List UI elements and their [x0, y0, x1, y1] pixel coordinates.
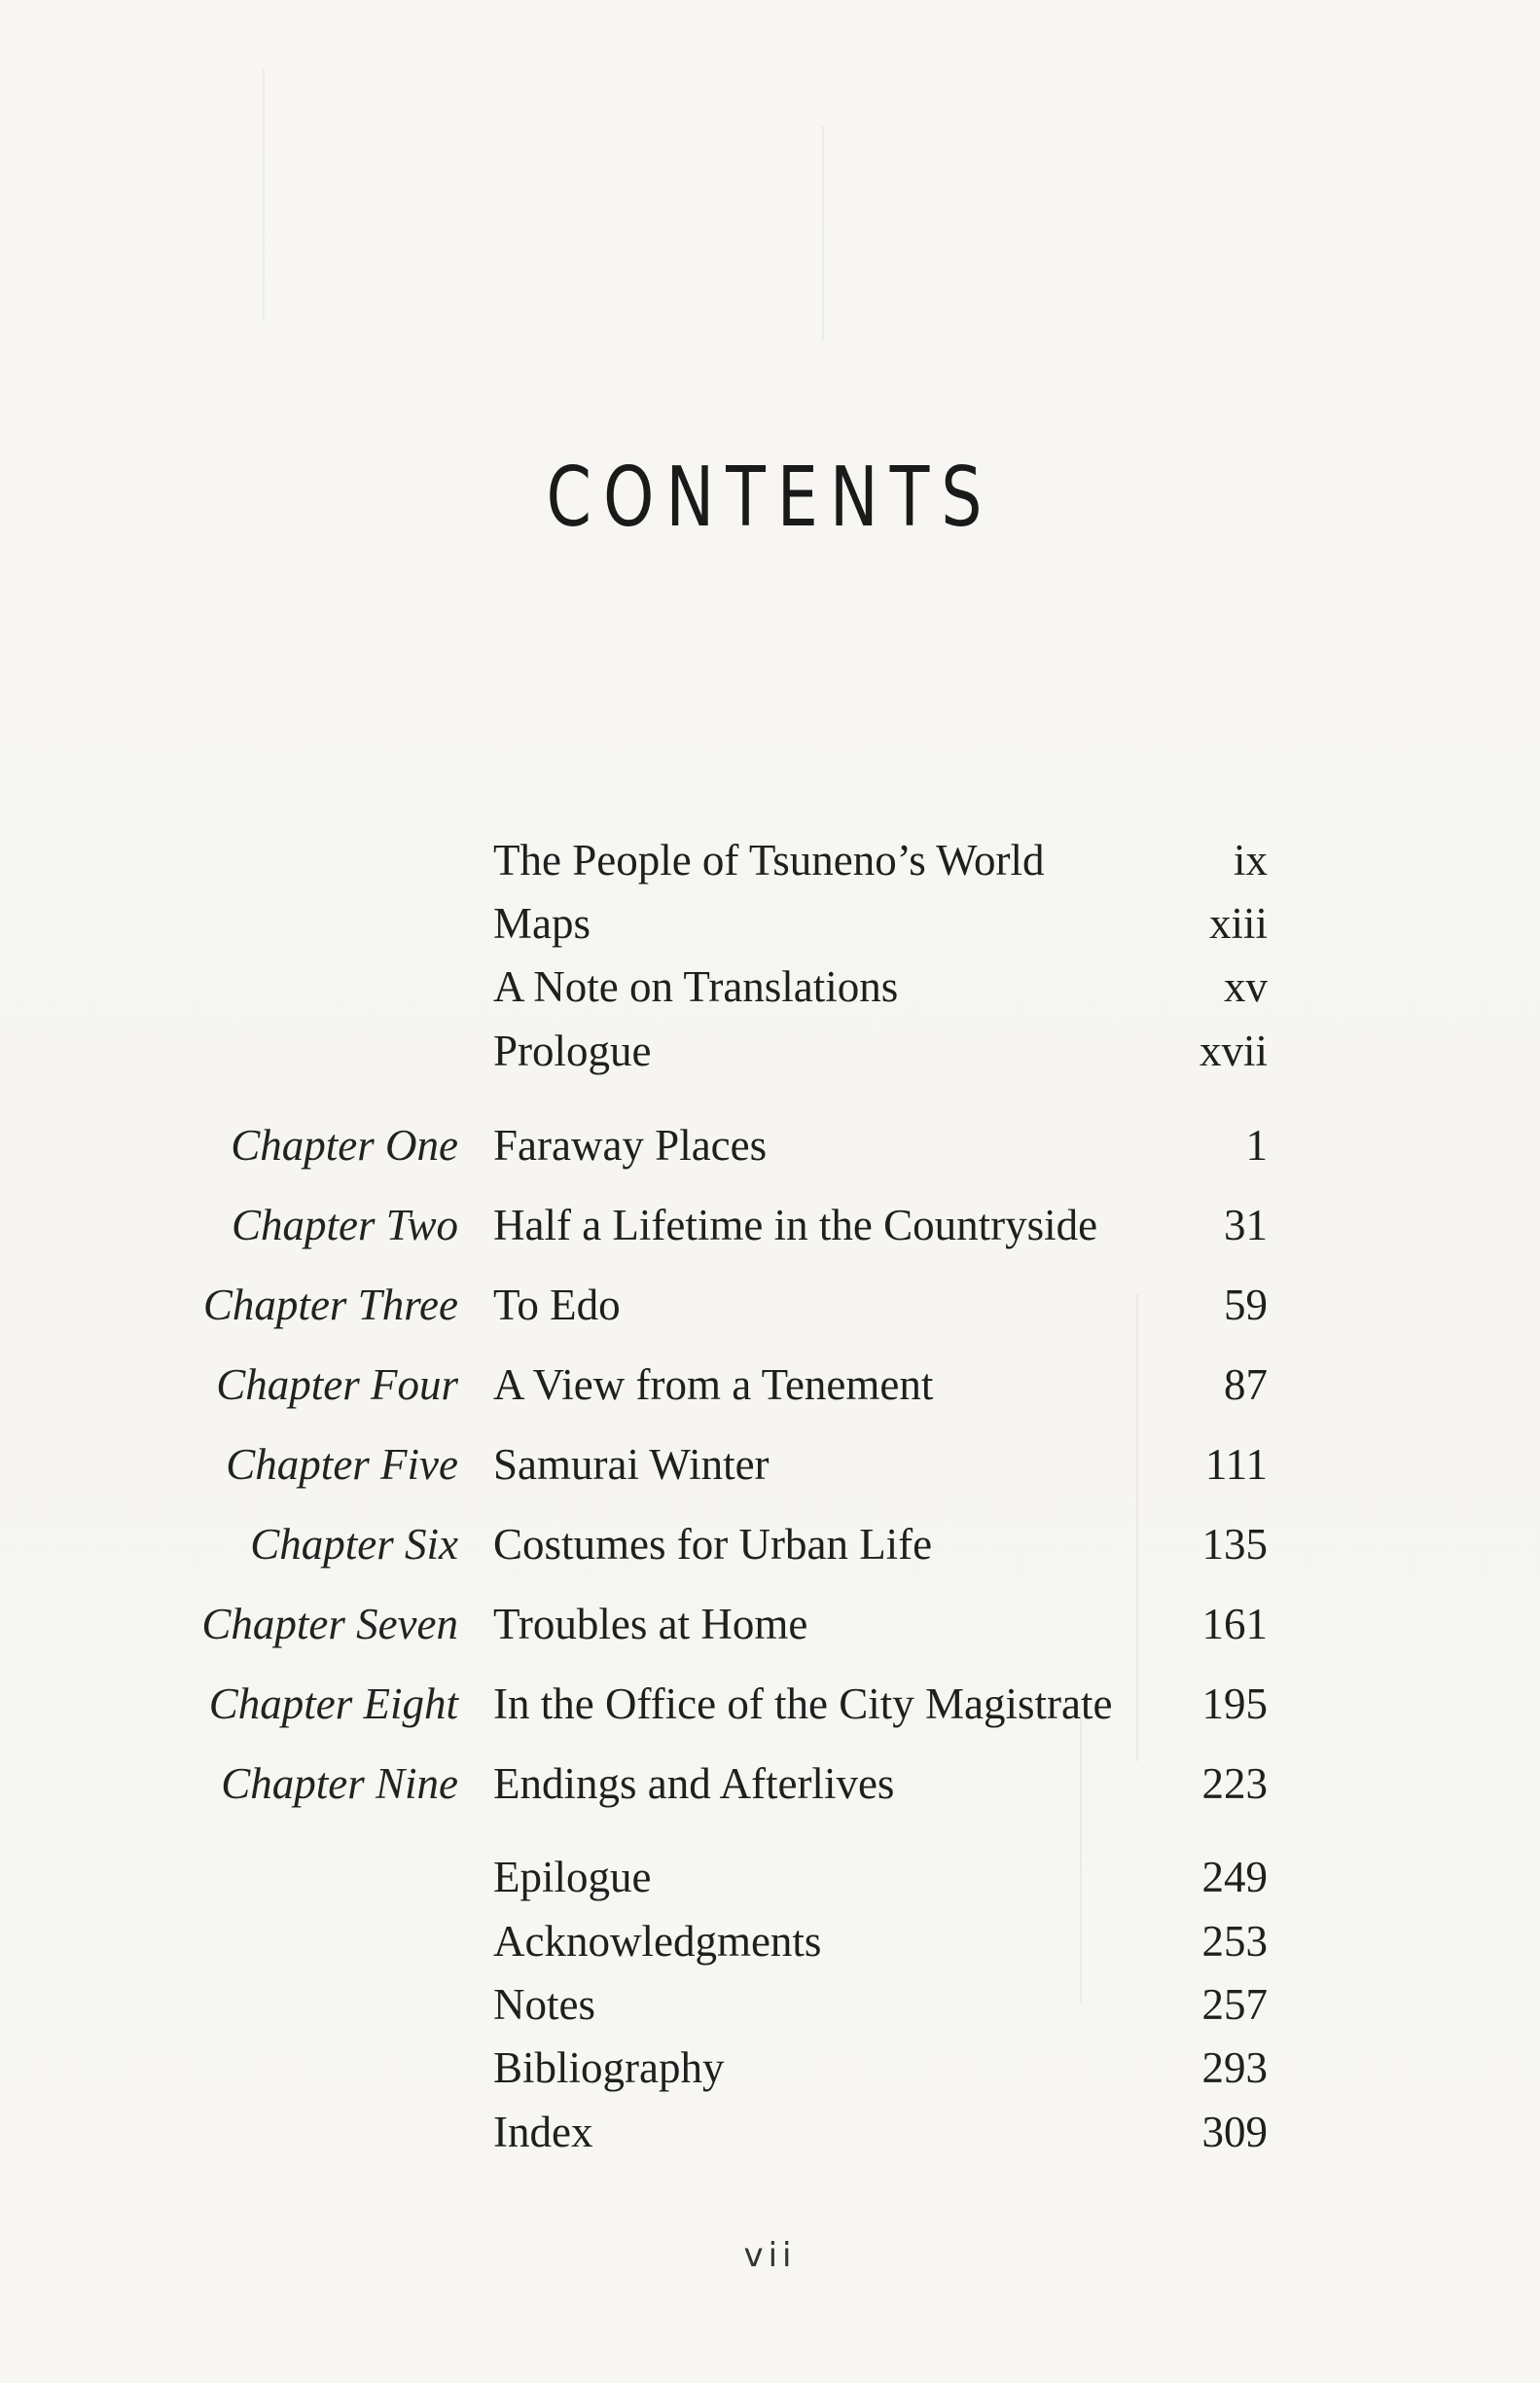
- toc-row: [0, 1754, 1540, 1813]
- toc-entry-title: Costumes for Urban Life: [493, 1520, 933, 1569]
- chapter-label: Chapter Eight: [208, 1679, 458, 1728]
- chapter-label: Chapter Nine: [221, 1759, 458, 1808]
- toc-page-number: 1: [1245, 1121, 1268, 1170]
- toc-entry-title: Index: [493, 2108, 593, 2156]
- toc-page-number: 161: [1201, 1600, 1268, 1648]
- chapter-label: Chapter Three: [202, 1281, 458, 1329]
- toc-page-number: 31: [1224, 1201, 1268, 1249]
- toc-page-number: 87: [1224, 1360, 1268, 1409]
- toc-row: [0, 957, 1540, 1016]
- toc-entry-title: The People of Tsuneno’s World: [493, 836, 1045, 885]
- toc-row: [0, 1975, 1540, 2034]
- page-title: CONTENTS: [546, 450, 994, 546]
- toc-row: [0, 831, 1540, 889]
- toc-entry-title: Acknowledgments: [493, 1917, 822, 1966]
- toc-row: [0, 1022, 1540, 1080]
- toc-row: [0, 1276, 1540, 1334]
- toc-entry-title: A View from a Tenement: [493, 1360, 934, 1409]
- toc-row: [0, 1435, 1540, 1494]
- toc-page-number: ix: [1233, 836, 1268, 885]
- toc-page-number: 223: [1201, 1759, 1268, 1808]
- toc-entry-title: Faraway Places: [493, 1121, 768, 1170]
- toc-row: [0, 2103, 1540, 2161]
- toc-page-number: xvii: [1199, 1027, 1268, 1075]
- toc-row: [0, 1355, 1540, 1414]
- toc-row: [0, 894, 1540, 953]
- toc-entry-title: A Note on Translations: [493, 962, 899, 1011]
- toc-page-number: 249: [1201, 1853, 1268, 1901]
- toc-entry-title: Bibliography: [493, 2043, 725, 2092]
- page-folio: vii: [743, 2236, 797, 2275]
- toc-page-number: xiii: [1208, 899, 1268, 948]
- chapter-label: Chapter One: [231, 1121, 458, 1170]
- toc-entry-title: Samurai Winter: [493, 1440, 770, 1489]
- toc-page-number: 59: [1224, 1281, 1268, 1329]
- chapter-label: Chapter Two: [232, 1201, 458, 1249]
- toc-row: [0, 2039, 1540, 2097]
- toc-entry-title: Prologue: [493, 1027, 652, 1075]
- toc-page-number: 195: [1201, 1679, 1268, 1728]
- toc-entry-title: Half a Lifetime in the Countryside: [493, 1201, 1098, 1249]
- toc-entry-title: Endings and Afterlives: [493, 1759, 895, 1808]
- toc-entry-title: In the Office of the City Magistrate: [493, 1679, 1113, 1728]
- toc-row: [0, 1595, 1540, 1653]
- chapter-label: Chapter Four: [216, 1360, 458, 1409]
- toc-page-number: 257: [1201, 1980, 1268, 2029]
- toc-entry-title: Maps: [493, 899, 591, 948]
- toc-page-number: 309: [1201, 2108, 1268, 2156]
- toc-entry-title: Epilogue: [493, 1853, 652, 1901]
- toc-row: [0, 1675, 1540, 1733]
- toc-page-number: 135: [1201, 1520, 1268, 1569]
- toc-page-number: 293: [1201, 2043, 1268, 2092]
- toc-row: [0, 1912, 1540, 1970]
- toc-page-number: xv: [1224, 962, 1268, 1011]
- chapter-label: Chapter Seven: [201, 1600, 458, 1648]
- toc-page-number: 111: [1204, 1440, 1268, 1489]
- chapter-label: Chapter Six: [250, 1520, 458, 1569]
- toc-row: [0, 1116, 1540, 1174]
- toc-entry-title: Notes: [493, 1980, 595, 2029]
- toc-row: [0, 1848, 1540, 1906]
- toc-page-number: 253: [1201, 1917, 1268, 1966]
- chapter-label: Chapter Five: [226, 1440, 458, 1489]
- toc-entry-title: To Edo: [493, 1281, 621, 1329]
- toc-row: [0, 1515, 1540, 1573]
- toc-row: [0, 1196, 1540, 1254]
- toc-entry-title: Troubles at Home: [493, 1600, 808, 1648]
